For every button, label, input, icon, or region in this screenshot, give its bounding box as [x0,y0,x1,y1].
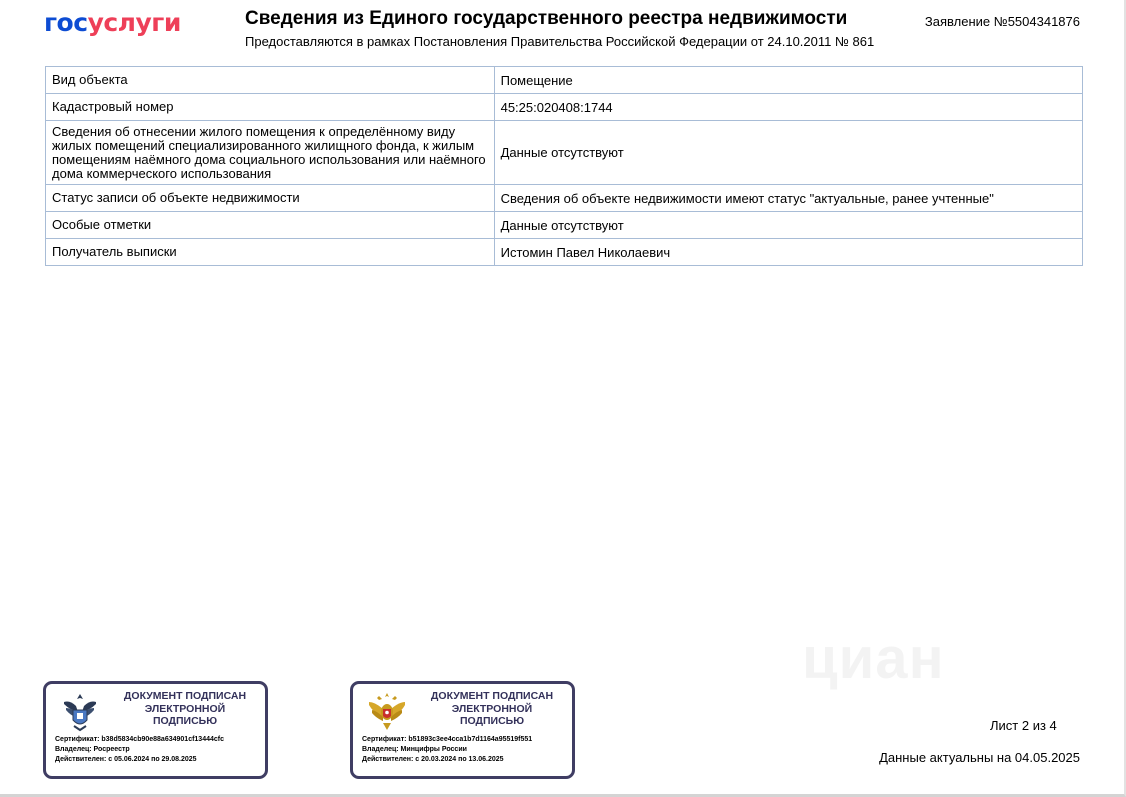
row-label: Сведения об отнесении жилого помещения к определённому виду жилых помещений специализированного жилищного фонда, к жилым помещениям наёмного дома социального использования или наёмного дома коммерческого использования [46,121,495,185]
row-value: Помещение [494,67,1082,94]
sheet-number: Лист 2 из 4 [990,718,1057,733]
stamp-validity: Действителен: с 05.06.2024 по 29.08.2025 [55,756,197,763]
stamp-owner: Владелец: Минцифры России [362,746,467,753]
row-label: Статус записи об объекте недвижимости [46,185,495,212]
row-label: Вид объекта [46,67,495,94]
stamp-heading: ДОКУМЕНТ ПОДПИСАН ЭЛЕКТРОННОЙ ПОДПИСЬЮ [430,690,554,727]
row-value: Сведения об объекте недвижимости имеют статус "актуальные, ранее учтенные" [494,185,1082,212]
application-number: Заявление №5504341876 [924,14,1080,29]
signature-stamp-rosreestr [43,681,268,779]
table-row [46,94,1083,121]
row-value: 45:25:020408:1744 [494,94,1082,121]
table-row [46,67,1083,94]
row-label: Особые отметки [46,212,495,239]
stamp-heading: ДОКУМЕНТ ПОДПИСАН ЭЛЕКТРОННОЙ ПОДПИСЬЮ [123,690,247,727]
row-value: Данные отсутствуют [494,212,1082,239]
document-subtitle: Предоставляются в рамках Постановления Правительства Российской Федерации от 24.10.2011 № 861 [245,34,875,49]
cian-watermark [802,625,945,692]
property-info-table [45,66,1083,266]
stamp-validity: Действителен: с 20.03.2024 по 13.06.2025 [362,756,504,763]
russian-coat-of-arms-icon [365,690,409,734]
row-label: Получатель выписки [46,239,495,266]
stamp-owner: Владелец: Росреестр [55,746,130,753]
stamp-details [55,735,224,765]
document-title: Сведения из Единого государственного реестра недвижимости [245,8,848,29]
table-row [46,185,1083,212]
signature-stamp-mintsifry [350,681,575,779]
data-actual-date: Данные актуальны на 04.05.2025 [879,750,1080,765]
gosuslugi-logo: госуслуги [44,8,181,37]
table-row [46,212,1083,239]
table-row [46,239,1083,266]
stamp-details [362,735,532,765]
rosreestr-emblem-icon [58,690,102,734]
row-label: Кадастровый номер [46,94,495,121]
table-row [46,121,1083,185]
row-value: Данные отсутствуют [494,121,1082,185]
stamp-certificate: Сертификат: b38d5834cb90e88a634901cf13444cfc [55,736,224,743]
stamp-certificate: Сертификат: b51893c3ee4cca1b7d1164a95519f551 [362,736,533,743]
row-value: Истомин Павел Николаевич [494,239,1082,266]
